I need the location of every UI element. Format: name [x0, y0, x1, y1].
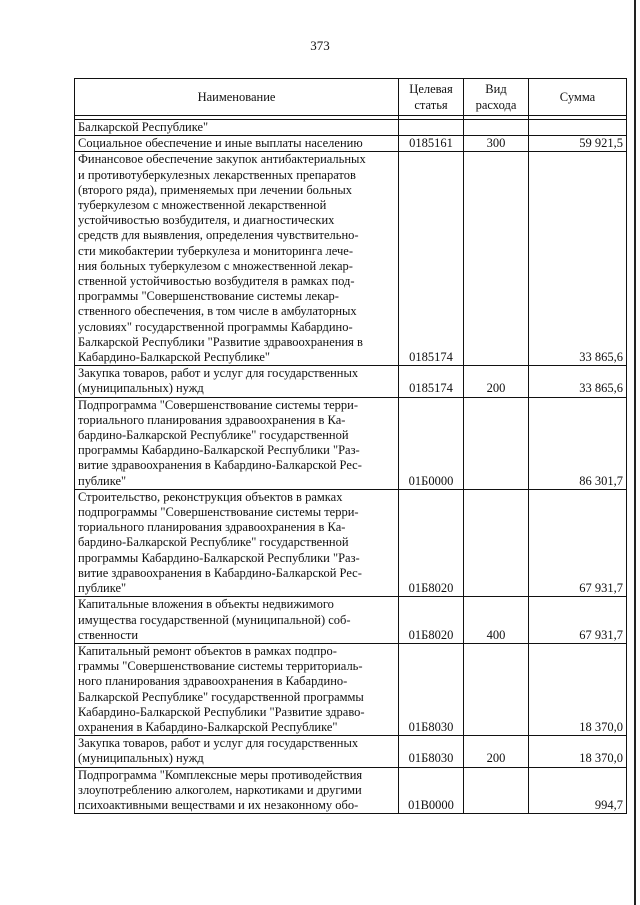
row-sum: 59 921,5 — [529, 136, 627, 152]
row-name-line: сти микобактерии туберкулеза и мониторинга лече- — [78, 243, 354, 258]
row-name-line: публике" — [78, 473, 127, 488]
row-name-line: Подпрограмма "Комплексные меры противодействия — [78, 767, 363, 782]
row-name — [75, 767, 399, 814]
table-row — [75, 767, 627, 814]
row-name-line: программы Кабардино-Балкарской Республики "Раз- — [78, 550, 360, 565]
row-name-line: Подпрограмма "Совершенствование системы терри- — [78, 397, 358, 412]
row-article: 01Б8020 — [399, 597, 464, 644]
row-name — [75, 136, 399, 152]
row-article: 01Б8020 — [399, 489, 464, 596]
row-name — [75, 643, 399, 735]
row-name-line: подпрограммы "Совершенствование системы терри- — [78, 505, 359, 520]
row-name-line: охранения в Кабардино-Балкарской Республике" — [78, 719, 338, 734]
row-sum: 33 865,6 — [529, 152, 627, 366]
row-type — [464, 643, 529, 735]
row-name-line: психоактивными веществами и их незаконному обо- — [78, 797, 359, 812]
row-name-line: (муниципальных) нужд — [78, 381, 204, 396]
row-sum: 994,7 — [529, 767, 627, 814]
table-row — [75, 136, 627, 152]
table-row — [75, 489, 627, 596]
row-name-line: программы Кабардино-Балкарской Республики "Раз- — [78, 443, 360, 458]
row-name-line: ния больных туберкулезом с множественной лекар- — [78, 258, 353, 273]
row-name — [75, 736, 399, 767]
row-name-line: Закупка товаров, работ и услуг для государственных — [78, 366, 359, 381]
row-name-line: публике" — [78, 581, 127, 596]
row-name-line: ториального планирования здравоохранения в Ка- — [78, 412, 346, 427]
row-sum: 67 931,7 — [529, 597, 627, 644]
row-name-line: Капитальный ремонт объектов в рамках подпро- — [78, 643, 337, 658]
row-name-line: (второго ряда), применяемых при лечении больных — [78, 182, 353, 197]
table-body — [75, 120, 627, 814]
row-name-line: бардино-Балкарской Республике" государственной — [78, 428, 349, 443]
row-name-line: туберкулезом с множественной лекарственной — [78, 198, 327, 213]
row-name-line: и противотуберкулезных лекарственных препаратов — [78, 167, 356, 182]
row-name-line: Строительство, реконструкция объектов в рамках — [78, 489, 343, 504]
row-name-line: условиях" государственной программы Кабардино- — [78, 319, 353, 334]
row-name-line: ного планирования здравоохранения в Кабардино- — [78, 674, 348, 689]
row-name — [75, 120, 399, 136]
row-name-line: Кабардино-Балкарской Республики "Развитие здраво- — [78, 704, 365, 719]
row-article: 0185174 — [399, 152, 464, 366]
table-row — [75, 736, 627, 767]
row-type: 300 — [464, 136, 529, 152]
row-name-line: ственной устойчивостью возбудителя в рамках под- — [78, 274, 355, 289]
row-sum — [529, 120, 627, 136]
table-row — [75, 366, 627, 397]
row-article: 0185174 — [399, 366, 464, 397]
header-name: Наименование — [75, 79, 399, 116]
row-name — [75, 366, 399, 397]
row-name — [75, 397, 399, 489]
row-type: 400 — [464, 597, 529, 644]
row-article: 01Б8030 — [399, 643, 464, 735]
table-row — [75, 597, 627, 644]
row-name — [75, 152, 399, 366]
row-name-line: ственного обеспечения, в том числе в амбулаторных — [78, 304, 357, 319]
row-name-line: витие здравоохранения в Кабардино-Балкарской Рес- — [78, 565, 362, 580]
row-name-line: Кабардино-Балкарской Республике" — [78, 350, 271, 365]
row-name-line: Финансовое обеспечение закупок антибактериальных — [78, 152, 366, 167]
row-type — [464, 489, 529, 596]
table-row — [75, 152, 627, 366]
row-name-line: устойчивостью возбудителя, и диагностических — [78, 213, 335, 228]
row-name-line: бардино-Балкарской Республике" государственной — [78, 535, 349, 550]
header-article: Целевая статья — [399, 79, 464, 116]
row-type — [464, 120, 529, 136]
table-header-row — [75, 79, 627, 116]
row-type — [464, 397, 529, 489]
row-name-line: имущества государственной (муниципальной) соб- — [78, 612, 351, 627]
table-row — [75, 643, 627, 735]
row-name-line: Балкарской Республике" — [78, 120, 209, 134]
row-sum: 18 370,0 — [529, 736, 627, 767]
row-name-line: Закупка товаров, работ и услуг для государственных — [78, 736, 359, 751]
row-name-line: Социальное обеспечение и иные выплаты населению — [78, 136, 363, 151]
row-article: 01Б0000 — [399, 397, 464, 489]
row-sum: 67 931,7 — [529, 489, 627, 596]
budget-table — [74, 78, 627, 814]
row-sum: 18 370,0 — [529, 643, 627, 735]
row-name-line: средств для выявления, определения чувствительно- — [78, 228, 359, 243]
row-name-line: программы "Совершенствование системы лекар- — [78, 289, 339, 304]
row-name — [75, 597, 399, 644]
row-article: 01Б8030 — [399, 736, 464, 767]
row-name-line: витие здравоохранения в Кабардино-Балкарской Рес- — [78, 458, 362, 473]
row-name-line: Балкарской Республике" государственной программы — [78, 689, 364, 704]
row-type — [464, 767, 529, 814]
row-name-line: ственности — [78, 627, 139, 642]
row-type — [464, 152, 529, 366]
header-sum: Сумма — [529, 79, 627, 116]
row-type: 200 — [464, 736, 529, 767]
row-article: 0185161 — [399, 136, 464, 152]
row-name-line: Капитальные вложения в объекты недвижимого — [78, 597, 334, 612]
row-sum: 33 865,6 — [529, 366, 627, 397]
header-type: Вид расхода — [464, 79, 529, 116]
row-sum: 86 301,7 — [529, 397, 627, 489]
row-article — [399, 120, 464, 136]
page-edge-line — [634, 0, 636, 905]
page-number: 373 — [310, 38, 330, 53]
table-row — [75, 120, 627, 136]
row-type: 200 — [464, 366, 529, 397]
table-row — [75, 397, 627, 489]
row-name-line: граммы "Совершенствование системы территориаль- — [78, 659, 363, 674]
row-name-line: Балкарской Республики "Развитие здравоохранения в — [78, 334, 363, 349]
row-name-line: злоупотреблению алкоголем, наркотиками и другими — [78, 782, 362, 797]
row-name — [75, 489, 399, 596]
row-article: 01В0000 — [399, 767, 464, 814]
row-name-line: (муниципальных) нужд — [78, 751, 204, 766]
row-name-line: ториального планирования здравоохранения в Ка- — [78, 520, 346, 535]
